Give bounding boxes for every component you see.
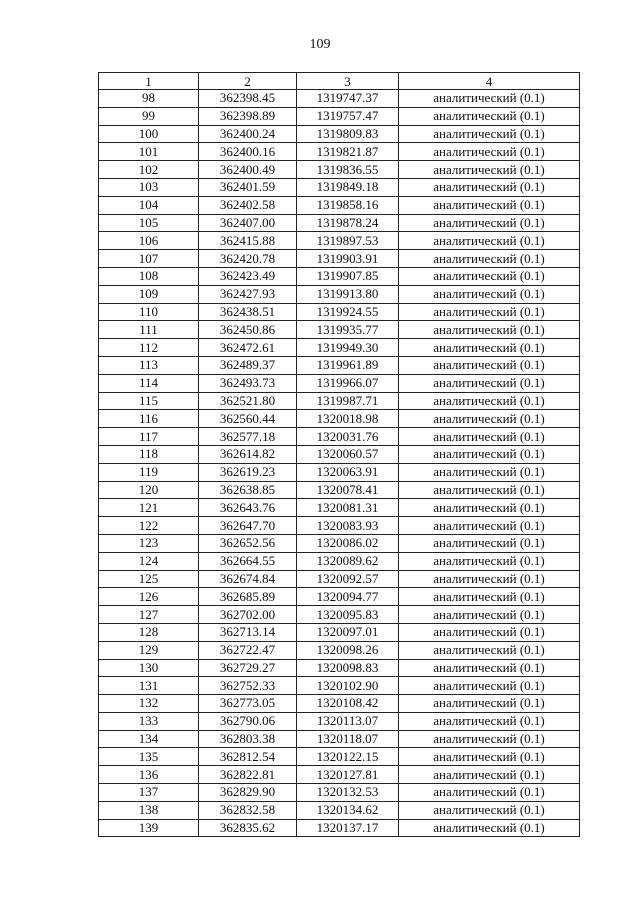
table-row [99,90,580,108]
y-coordinate-cell: 1320060.57 [297,445,399,463]
table-row [99,712,580,730]
point-number-cell: 105 [99,214,199,232]
table-row [99,392,580,410]
table-row [99,285,580,303]
y-coordinate-cell: 1320134.62 [297,801,399,819]
x-coordinate-cell: 362803.38 [199,730,297,748]
y-coordinate-cell: 1320132.53 [297,784,399,802]
method-cell: аналитический (0.1) [399,606,580,624]
point-number-cell: 134 [99,730,199,748]
method-cell: аналитический (0.1) [399,339,580,357]
table-row [99,196,580,214]
table-row [99,570,580,588]
y-coordinate-cell: 1319809.83 [297,125,399,143]
point-number-cell: 116 [99,410,199,428]
x-coordinate-cell: 362790.06 [199,712,297,730]
table-row [99,463,580,481]
method-cell: аналитический (0.1) [399,125,580,143]
y-coordinate-cell: 1320063.91 [297,463,399,481]
y-coordinate-cell: 1320086.02 [297,534,399,552]
x-coordinate-cell: 362674.84 [199,570,297,588]
method-cell: аналитический (0.1) [399,801,580,819]
y-coordinate-cell: 1319935.77 [297,321,399,339]
y-coordinate-cell: 1320113.07 [297,712,399,730]
method-cell: аналитический (0.1) [399,677,580,695]
y-coordinate-cell: 1319924.55 [297,303,399,321]
point-number-cell: 102 [99,161,199,179]
point-number-cell: 128 [99,623,199,641]
point-number-cell: 127 [99,606,199,624]
x-coordinate-cell: 362415.88 [199,232,297,250]
y-coordinate-cell: 1319821.87 [297,143,399,161]
method-cell: аналитический (0.1) [399,730,580,748]
method-cell: аналитический (0.1) [399,534,580,552]
table-row [99,748,580,766]
point-number-cell: 119 [99,463,199,481]
method-cell: аналитический (0.1) [399,303,580,321]
method-cell: аналитический (0.1) [399,250,580,268]
method-cell: аналитический (0.1) [399,570,580,588]
method-cell: аналитический (0.1) [399,481,580,499]
x-coordinate-cell: 362822.81 [199,766,297,784]
table-row [99,250,580,268]
y-coordinate-cell: 1320097.01 [297,623,399,641]
table-row [99,303,580,321]
point-number-cell: 138 [99,801,199,819]
point-number-cell: 132 [99,695,199,713]
y-coordinate-cell: 1320137.17 [297,819,399,837]
point-number-cell: 112 [99,339,199,357]
table-row [99,374,580,392]
table-row [99,784,580,802]
point-number-cell: 109 [99,285,199,303]
y-coordinate-cell: 1319757.47 [297,107,399,125]
x-coordinate-cell: 362829.90 [199,784,297,802]
method-cell: аналитический (0.1) [399,321,580,339]
point-number-cell: 133 [99,712,199,730]
x-coordinate-cell: 362577.18 [199,428,297,446]
x-coordinate-cell: 362423.49 [199,267,297,285]
method-cell: аналитический (0.1) [399,819,580,837]
x-coordinate-cell: 362398.89 [199,107,297,125]
x-coordinate-cell: 362420.78 [199,250,297,268]
point-number-cell: 135 [99,748,199,766]
method-cell: аналитический (0.1) [399,712,580,730]
column-header-x: 2 [199,73,297,90]
x-coordinate-cell: 362450.86 [199,321,297,339]
x-coordinate-cell: 362729.27 [199,659,297,677]
x-coordinate-cell: 362752.33 [199,677,297,695]
point-number-cell: 100 [99,125,199,143]
point-number-cell: 137 [99,784,199,802]
x-coordinate-cell: 362489.37 [199,356,297,374]
point-number-cell: 101 [99,143,199,161]
method-cell: аналитический (0.1) [399,695,580,713]
point-number-cell: 104 [99,196,199,214]
point-number-cell: 103 [99,178,199,196]
y-coordinate-cell: 1319897.53 [297,232,399,250]
x-coordinate-cell: 362521.80 [199,392,297,410]
page-number: 109 [309,37,331,52]
point-number-cell: 98 [99,90,199,108]
table-row [99,641,580,659]
table-row [99,356,580,374]
table-header [99,73,580,90]
table-row [99,534,580,552]
point-number-cell: 118 [99,445,199,463]
method-cell: аналитический (0.1) [399,143,580,161]
point-number-cell: 125 [99,570,199,588]
y-coordinate-cell: 1319903.91 [297,250,399,268]
x-coordinate-cell: 362400.49 [199,161,297,179]
coordinates-table [98,72,580,837]
x-coordinate-cell: 362722.47 [199,641,297,659]
method-cell: аналитический (0.1) [399,463,580,481]
table-row [99,267,580,285]
x-coordinate-cell: 362773.05 [199,695,297,713]
y-coordinate-cell: 1319858.16 [297,196,399,214]
table-row [99,125,580,143]
x-coordinate-cell: 362832.58 [199,801,297,819]
point-number-cell: 106 [99,232,199,250]
method-cell: аналитический (0.1) [399,285,580,303]
y-coordinate-cell: 1320018.98 [297,410,399,428]
table-row [99,606,580,624]
x-coordinate-cell: 362643.76 [199,499,297,517]
point-number-cell: 99 [99,107,199,125]
y-coordinate-cell: 1320094.77 [297,588,399,606]
method-cell: аналитический (0.1) [399,178,580,196]
y-coordinate-cell: 1320122.15 [297,748,399,766]
table-row [99,428,580,446]
point-number-cell: 117 [99,428,199,446]
table-row [99,143,580,161]
method-cell: аналитический (0.1) [399,428,580,446]
point-number-cell: 136 [99,766,199,784]
method-cell: аналитический (0.1) [399,392,580,410]
point-number-cell: 131 [99,677,199,695]
y-coordinate-cell: 1319949.30 [297,339,399,357]
table-row [99,659,580,677]
x-coordinate-cell: 362812.54 [199,748,297,766]
method-cell: аналитический (0.1) [399,552,580,570]
column-header-point-number: 1 [99,73,199,90]
point-number-cell: 114 [99,374,199,392]
table-row [99,481,580,499]
y-coordinate-cell: 1319961.89 [297,356,399,374]
y-coordinate-cell: 1319878.24 [297,214,399,232]
y-coordinate-cell: 1320108.42 [297,695,399,713]
y-coordinate-cell: 1319747.37 [297,90,399,108]
point-number-cell: 139 [99,819,199,837]
point-number-cell: 115 [99,392,199,410]
table-row [99,161,580,179]
y-coordinate-cell: 1319907.85 [297,267,399,285]
x-coordinate-cell: 362400.24 [199,125,297,143]
method-cell: аналитический (0.1) [399,659,580,677]
header-row [99,73,580,90]
point-number-cell: 111 [99,321,199,339]
method-cell: аналитический (0.1) [399,356,580,374]
method-cell: аналитический (0.1) [399,623,580,641]
x-coordinate-cell: 362664.55 [199,552,297,570]
x-coordinate-cell: 362619.23 [199,463,297,481]
y-coordinate-cell: 1320127.81 [297,766,399,784]
x-coordinate-cell: 362493.73 [199,374,297,392]
point-number-cell: 123 [99,534,199,552]
point-number-cell: 107 [99,250,199,268]
x-coordinate-cell: 362427.93 [199,285,297,303]
x-coordinate-cell: 362407.00 [199,214,297,232]
method-cell: аналитический (0.1) [399,214,580,232]
table-row [99,214,580,232]
table-row [99,766,580,784]
point-number-cell: 124 [99,552,199,570]
x-coordinate-cell: 362472.61 [199,339,297,357]
table-row [99,623,580,641]
x-coordinate-cell: 362647.70 [199,517,297,535]
method-cell: аналитический (0.1) [399,588,580,606]
x-coordinate-cell: 362402.58 [199,196,297,214]
x-coordinate-cell: 362835.62 [199,819,297,837]
point-number-cell: 110 [99,303,199,321]
y-coordinate-cell: 1320118.07 [297,730,399,748]
table-row [99,232,580,250]
point-number-cell: 121 [99,499,199,517]
x-coordinate-cell: 362614.82 [199,445,297,463]
x-coordinate-cell: 362702.00 [199,606,297,624]
table-row [99,321,580,339]
table-row [99,677,580,695]
table-row [99,410,580,428]
method-cell: аналитический (0.1) [399,784,580,802]
x-coordinate-cell: 362560.44 [199,410,297,428]
table-row [99,730,580,748]
point-number-cell: 108 [99,267,199,285]
method-cell: аналитический (0.1) [399,445,580,463]
y-coordinate-cell: 1320081.31 [297,499,399,517]
y-coordinate-cell: 1320102.90 [297,677,399,695]
column-header-y: 3 [297,73,399,90]
table-row [99,499,580,517]
method-cell: аналитический (0.1) [399,90,580,108]
method-cell: аналитический (0.1) [399,766,580,784]
table-row [99,445,580,463]
table-row [99,588,580,606]
table-row [99,552,580,570]
table-body [99,90,580,837]
x-coordinate-cell: 362401.59 [199,178,297,196]
method-cell: аналитический (0.1) [399,517,580,535]
y-coordinate-cell: 1320092.57 [297,570,399,588]
x-coordinate-cell: 362398.45 [199,90,297,108]
table-row [99,178,580,196]
y-coordinate-cell: 1319836.55 [297,161,399,179]
point-number-cell: 113 [99,356,199,374]
point-number-cell: 120 [99,481,199,499]
y-coordinate-cell: 1319966.07 [297,374,399,392]
x-coordinate-cell: 362652.56 [199,534,297,552]
table-row [99,801,580,819]
y-coordinate-cell: 1320078.41 [297,481,399,499]
column-header-method: 4 [399,73,580,90]
point-number-cell: 129 [99,641,199,659]
method-cell: аналитический (0.1) [399,410,580,428]
y-coordinate-cell: 1320083.93 [297,517,399,535]
method-cell: аналитический (0.1) [399,196,580,214]
y-coordinate-cell: 1320089.62 [297,552,399,570]
x-coordinate-cell: 362685.89 [199,588,297,606]
x-coordinate-cell: 362638.85 [199,481,297,499]
table-row [99,107,580,125]
y-coordinate-cell: 1319987.71 [297,392,399,410]
method-cell: аналитический (0.1) [399,499,580,517]
table-row [99,339,580,357]
method-cell: аналитический (0.1) [399,107,580,125]
y-coordinate-cell: 1320031.76 [297,428,399,446]
y-coordinate-cell: 1319849.18 [297,178,399,196]
y-coordinate-cell: 1320095.83 [297,606,399,624]
y-coordinate-cell: 1320098.26 [297,641,399,659]
table-row [99,695,580,713]
x-coordinate-cell: 362438.51 [199,303,297,321]
method-cell: аналитический (0.1) [399,748,580,766]
table-row [99,819,580,837]
point-number-cell: 122 [99,517,199,535]
point-number-cell: 126 [99,588,199,606]
method-cell: аналитический (0.1) [399,232,580,250]
table-row [99,517,580,535]
method-cell: аналитический (0.1) [399,374,580,392]
method-cell: аналитический (0.1) [399,641,580,659]
method-cell: аналитический (0.1) [399,161,580,179]
method-cell: аналитический (0.1) [399,267,580,285]
y-coordinate-cell: 1320098.83 [297,659,399,677]
y-coordinate-cell: 1319913.80 [297,285,399,303]
point-number-cell: 130 [99,659,199,677]
x-coordinate-cell: 362400.16 [199,143,297,161]
x-coordinate-cell: 362713.14 [199,623,297,641]
